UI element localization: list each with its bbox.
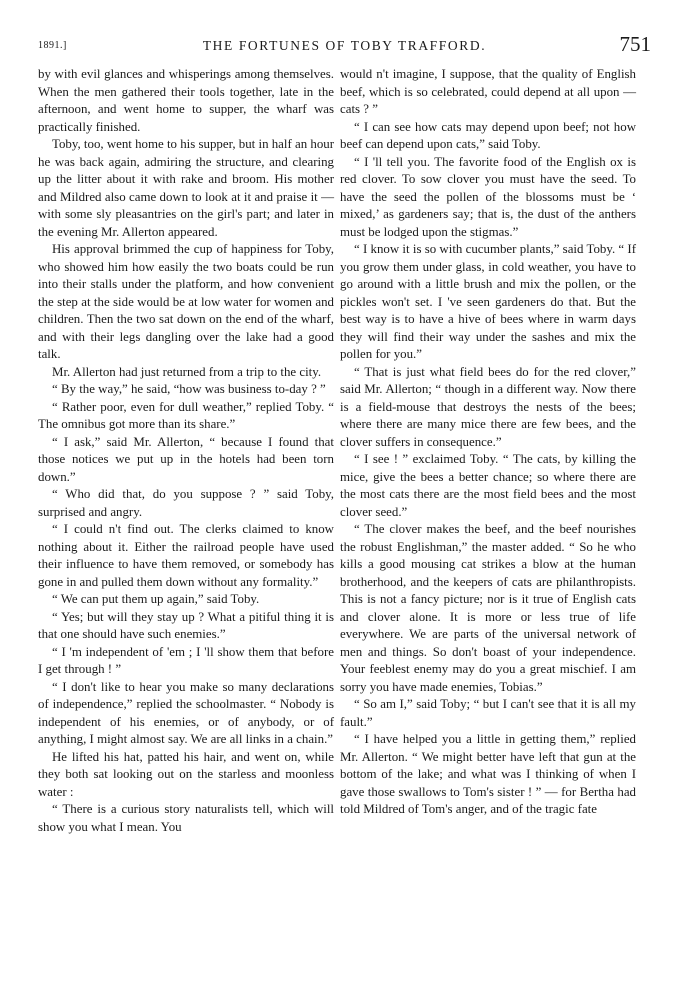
paragraph: “ The clover makes the beef, and the beef nourishes the robust Englishman,” the master added. “ So he who kills a good mousing cat strikes a blow at the human brotherhood, and the keepers of cats are philanthropists. This is not a fancy picture; nor is it true of English cats and clover alone. It is more or less true of life everywhere. We are parts of the universal network of men and things. So don't boast of your independence. Your feeblest enemy may do you a great mischief. I am sorry you have made enemies, Tobias.”	[340, 522, 636, 694]
paragraph: “ Yes; but will they stay up ? What a pitiful thing it is that one should have such enemies.”	[38, 609, 334, 641]
paragraph: “ I 'm independent of 'em ; I 'll show them that before I get through ! ”	[38, 644, 334, 676]
running-head	[38, 32, 651, 58]
paragraph: His approval brimmed the cup of happiness for Toby, who showed him how easily the two boats could be run into their stalls under the platform, and how convenient the step at the side would be at low water for women and children. Then the two sat down on the end of the wharf, and with their legs dangling over the lake had a good talk.	[38, 242, 334, 361]
paragraph: “ I see ! ” exclaimed Toby. “ The cats, by killing the mice, give the bees a better chance; so where there are the most cats there are the most field bees and the most clover seed.”	[340, 452, 636, 519]
running-title: THE FORTUNES OF TOBY TRAFFORD.	[202, 38, 487, 53]
paragraph: “ I don't like to hear you make so many declarations of independence,” replied the schoolmaster. “ Nobody is independent of his enemies, or of anybody, or of anything, I might almost say. We are all links in a chain.”	[38, 679, 334, 746]
paragraph: “ There is a curious story naturalists tell, which will show you what I mean. You	[38, 802, 334, 834]
paragraph: by with evil glances and whisperings among themselves. When the men gathered their tools together, late in the afternoon, and went home to supper, the wharf was practically finished.	[38, 67, 334, 134]
paragraph: “ I can see how cats may depend upon beef; not how beef can depend upon cats,” said Toby.	[340, 119, 636, 151]
paragraph: Mr. Allerton had just returned from a trip to the city.	[52, 364, 322, 379]
paragraph: “ I know it is so with cucumber plants,” said Toby. “ If you grow them under glass, in cold weather, you have to go around with a little brush and mix the pollen, or the pickles won't set. I 've seen gardeners do that. But the best way is to have a hive of bees where in warm days they will find their way under the sashes and mix the pollen for you.”	[340, 242, 636, 361]
paragraph: “ I could n't find out. The clerks claimed to know nothing about it. Either the railroad people have used their influence to have them removed, or somebody has gone in and pulled them down without any formality.”	[38, 522, 334, 589]
left-column	[38, 66, 334, 836]
paragraph: He lifted his hat, patted his hair, and went on, while they both sat looking out on the starless and moonless water :	[38, 749, 334, 799]
paragraph: “ By the way,” he said, “how was business to-day ? ”	[52, 382, 326, 396]
paragraph: “ Rather poor, even for dull weather,” replied Toby. “ The omnibus got more than its share.”	[38, 399, 334, 431]
paragraph: would n't imagine, I suppose, that the quality of English beef, which is so celebrated, could depend at all upon — cats ? ”	[340, 67, 636, 116]
paragraph: “ We can put them up again,” said Toby.	[52, 592, 260, 606]
paragraph: “ I have helped you a little in getting them,” replied Mr. Allerton. “ We might better have left that gun at the bottom of the lake; and what was I thinking of when I gave those swallows to Tom's sister ! ” — for Bertha had told Mildred of Tom's anger, and of the tragic fate	[340, 732, 636, 816]
paragraph: Toby, too, went home to his supper, but in half an hour he was back again, admiring the structure, and clearing up the litter about it with rake and broom. His mother and Mildred also came down to look at it and praise it — with some sly pleasantries on the girl's part; and later in the evening Mr. Allerton appeared.	[38, 137, 335, 239]
issue-date: 1891.]	[38, 40, 67, 51]
paragraph: “ I 'll tell you. The favorite food of the English ox is red clover. To sow clover you must have the seed. To have the seed the pollen of the blossoms must be ‘ mixed,’ as gardeners say; that is, the dust of the anthers must be lodged upon the stigmas.”	[340, 154, 636, 239]
page-number: 751	[619, 32, 651, 56]
paragraph: “ That is just what field bees do for the red clover,” said Mr. Allerton; “ though in a different way. Now there is a field-mouse that destroys the nests of the bees; where there are many mice there are few bees, and the clover suffers in consequence.”	[340, 364, 636, 449]
paragraph: “ So am I,” said Toby; “ but I can't see that it is all my fault.”	[340, 697, 636, 729]
right-column	[340, 66, 636, 819]
paragraph: “ Who did that, do you suppose ? ” said Toby, surprised and angry.	[38, 487, 334, 519]
paragraph: “ I ask,” said Mr. Allerton, “ because I found that those notices we put up in the hotels had been torn down.”	[38, 434, 334, 484]
